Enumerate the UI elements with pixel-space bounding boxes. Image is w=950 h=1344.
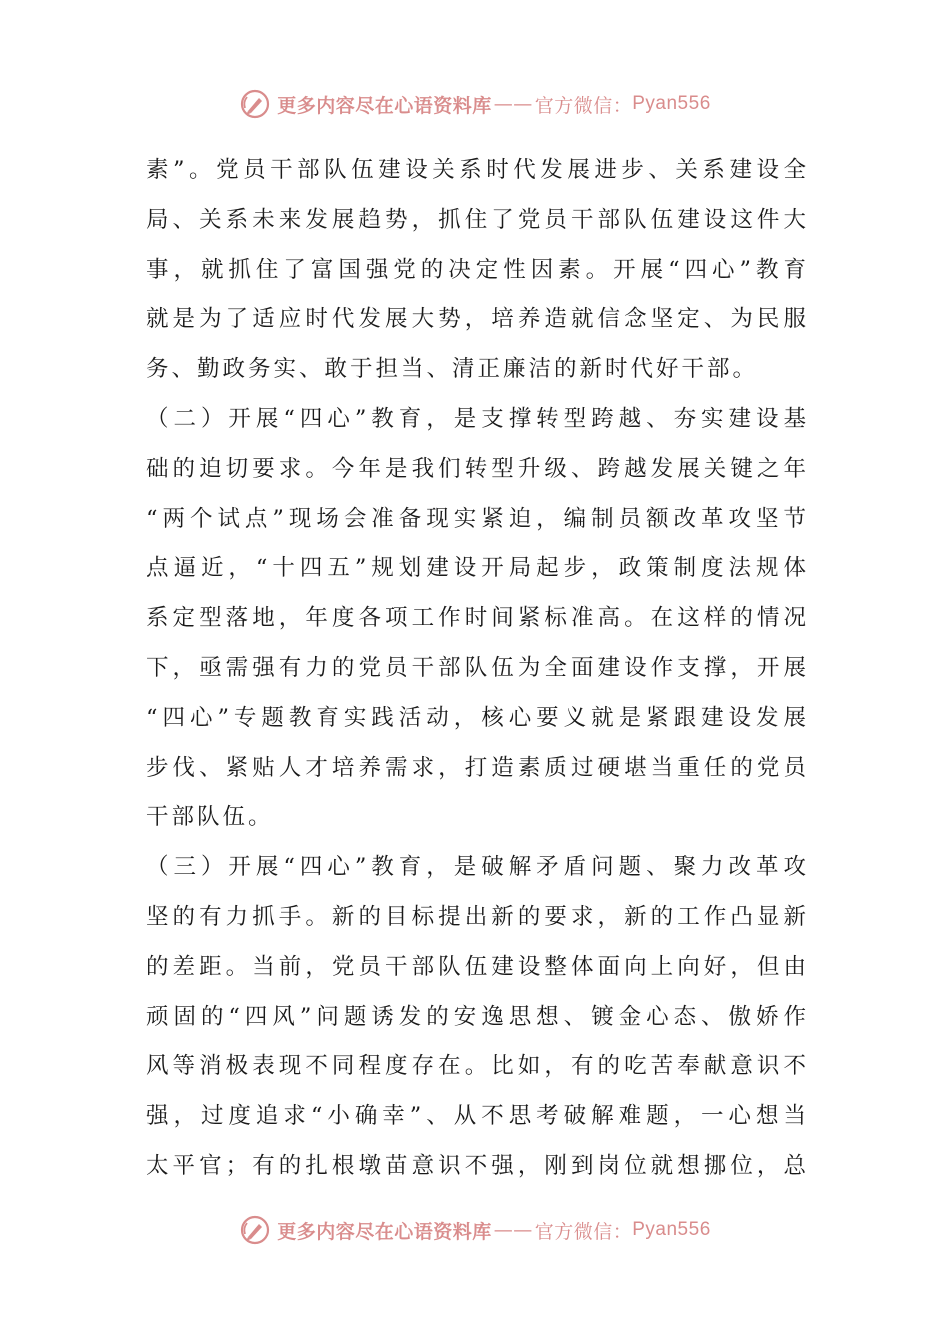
- text-line: 步伐、紧贴人才培养需求，打造素质过硬堪当重任的党员: [146, 754, 806, 781]
- watermark-label: 官方微信：: [534, 94, 633, 117]
- text-line: 干部队伍。: [146, 804, 274, 831]
- text-line: 风等消极表现不同程度存在。比如，有的吃苦奉献意识不: [146, 1053, 806, 1080]
- text-line: 太平官；有的扎根墩苗意识不强，刚到岗位就想挪位，总: [146, 1152, 806, 1179]
- text-line: “两个试点”现场会准备现实紧迫，编制员额改革攻坚节: [146, 505, 806, 532]
- watermark-wechat-id: Pyan556: [632, 93, 711, 114]
- pen-logo-icon: [239, 88, 271, 120]
- document-body: [146, 146, 806, 1192]
- text-line: 事，就抓住了富国强党的决定性因素。开展“四心”教育: [146, 256, 806, 283]
- watermark-separator: ——: [493, 1219, 533, 1241]
- watermark-separator: ——: [493, 93, 533, 115]
- text-line: （二）开展“四心”教育，是支撑转型跨越、夯实建设基: [146, 405, 806, 432]
- watermark-main-text: 更多内容尽在心语资料库: [277, 94, 492, 117]
- watermark-main-text: 更多内容尽在心语资料库: [277, 1220, 492, 1243]
- watermark-wechat-id: Pyan556: [632, 1219, 711, 1240]
- footer-watermark: [0, 1210, 950, 1250]
- text-line: （三）开展“四心”教育，是破解矛盾问题、聚力改革攻: [146, 854, 806, 881]
- pen-logo-icon: [239, 1214, 271, 1246]
- text-line: 点逼近，“十四五”规划建设开局起步，政策制度法规体: [146, 555, 806, 582]
- header-watermark: [0, 84, 950, 124]
- text-line: 顽固的“四风”问题诱发的安逸思想、镀金心态、傲娇作: [146, 1003, 806, 1030]
- text-line: 强，过度追求“小确幸”、从不思考破解难题，一心想当: [146, 1103, 806, 1130]
- text-line: 务、勤政务实、敢于担当、清正廉洁的新时代好干部。: [146, 356, 759, 383]
- text-line: “四心”专题教育实践活动，核心要义就是紧跟建设发展: [146, 704, 806, 731]
- text-line: 素”。党员干部队伍建设关系时代发展进步、关系建设全: [146, 157, 806, 183]
- text-line: 局、关系未来发展趋势，抓住了党员干部队伍建设这件大: [146, 206, 806, 233]
- text-line: 础的迫切要求。今年是我们转型升级、跨越发展关键之年: [146, 455, 806, 482]
- text-line: 就是为了适应时代发展大势，培养造就信念坚定、为民服: [146, 306, 806, 333]
- text-line: 的差距。当前，党员干部队伍建设整体面向上向好，但由: [146, 953, 806, 980]
- text-line: 坚的有力抓手。新的目标提出新的要求，新的工作凸显新: [146, 903, 806, 930]
- watermark-label: 官方微信：: [534, 1220, 633, 1243]
- text-line: 下，亟需强有力的党员干部队伍为全面建设作支撑，开展: [146, 654, 806, 681]
- text-line: 系定型落地，年度各项工作时间紧标准高。在这样的情况: [146, 605, 806, 632]
